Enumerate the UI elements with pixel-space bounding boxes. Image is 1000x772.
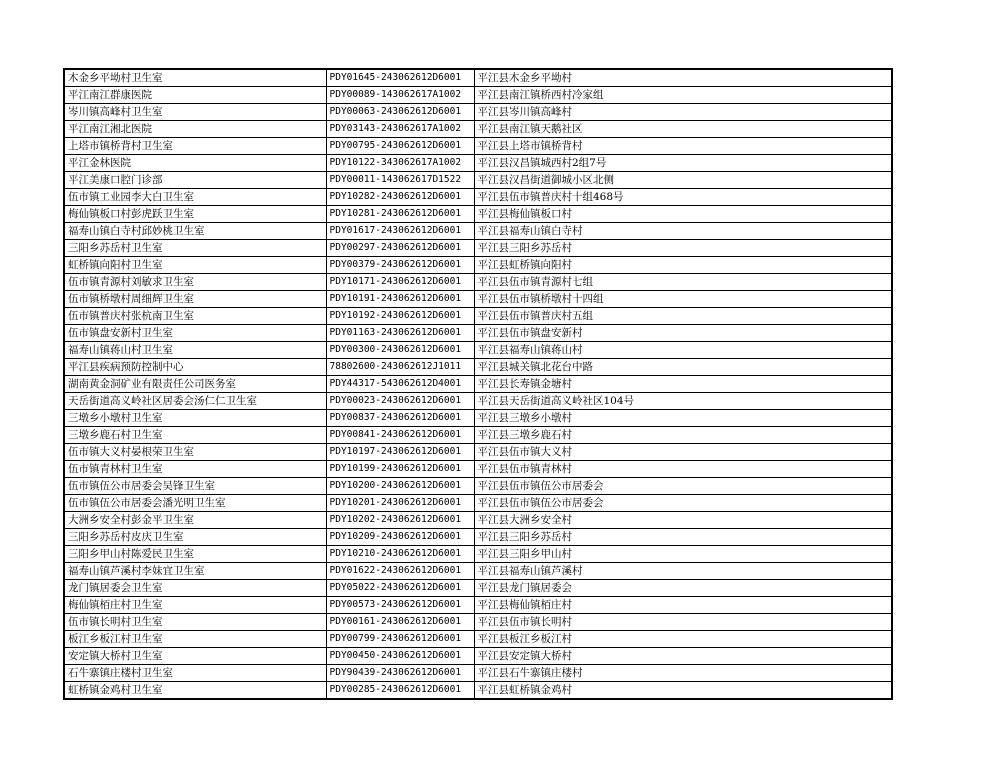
address-cell: 平江县三阳乡苏岳村	[474, 529, 892, 546]
institution-name-cell: 天岳街道高义岭社区居委会汤仁仁卫生室	[64, 393, 326, 410]
address-cell: 平江县伍市镇普庆村十组468号	[474, 189, 892, 206]
table-row	[64, 546, 892, 563]
registration-code-cell: PDY00011-143062617D1522	[326, 172, 474, 189]
address-cell: 平江县上塔市镇桥背村	[474, 138, 892, 155]
address-cell: 平江县板江乡板江村	[474, 631, 892, 648]
table-row	[64, 682, 892, 700]
registration-code-cell: PDY00089-143062617A1002	[326, 87, 474, 104]
registration-code-cell: PDY10191-243062612D6001	[326, 291, 474, 308]
address-cell: 平江县伍市镇青源村七组	[474, 274, 892, 291]
table-row	[64, 138, 892, 155]
address-cell: 平江县伍市镇伍公市居委会	[474, 495, 892, 512]
address-cell: 平江县三墩乡鹿石村	[474, 427, 892, 444]
institution-name-cell: 木金乡平坳村卫生室	[64, 69, 326, 87]
institution-table	[63, 68, 893, 700]
table-row	[64, 580, 892, 597]
address-cell: 平江县梅仙镇栢庄村	[474, 597, 892, 614]
institution-name-cell: 福寿山镇芦溪村李妹宜卫生室	[64, 563, 326, 580]
registration-code-cell: PDY00795-243062612D6001	[326, 138, 474, 155]
address-cell: 平江县伍市镇青林村	[474, 461, 892, 478]
address-cell: 平江县天岳街道高义岭社区104号	[474, 393, 892, 410]
table-row	[64, 189, 892, 206]
institution-name-cell: 虹桥镇向阳村卫生室	[64, 257, 326, 274]
address-cell: 平江县虹桥镇向阳村	[474, 257, 892, 274]
registration-code-cell: PDY10209-243062612D6001	[326, 529, 474, 546]
address-cell: 平江县城关镇北花台中路	[474, 359, 892, 376]
table-row	[64, 529, 892, 546]
institution-name-cell: 龙门镇居委会卫生室	[64, 580, 326, 597]
address-cell: 平江县石牛寨镇庄楼村	[474, 665, 892, 682]
table-row	[64, 597, 892, 614]
table-row	[64, 325, 892, 342]
institution-name-cell: 福寿山镇白寺村邱妙桃卫生室	[64, 223, 326, 240]
institution-name-cell: 大洲乡安全村彭金平卫生室	[64, 512, 326, 529]
institution-name-cell: 伍市镇大义村晏根荣卫生室	[64, 444, 326, 461]
institution-name-cell: 三墩乡小墩村卫生室	[64, 410, 326, 427]
institution-name-cell: 伍市镇工业园李大白卫生室	[64, 189, 326, 206]
institution-name-cell: 三阳乡苏岳村卫生室	[64, 240, 326, 257]
table-row	[64, 274, 892, 291]
table-row	[64, 257, 892, 274]
registration-code-cell: PDY44317-543062612D4001	[326, 376, 474, 393]
institution-name-cell: 平江南江湘北医院	[64, 121, 326, 138]
registration-code-cell: PDY10171-243062612D6001	[326, 274, 474, 291]
institution-name-cell: 平江县疾病预防控制中心	[64, 359, 326, 376]
registration-code-cell: PDY10201-243062612D6001	[326, 495, 474, 512]
table-row	[64, 223, 892, 240]
registration-code-cell: PDY00837-243062612D6001	[326, 410, 474, 427]
registration-code-cell: PDY00379-243062612D6001	[326, 257, 474, 274]
address-cell: 平江县汉昌镇城西村2组7号	[474, 155, 892, 172]
institution-name-cell: 福寿山镇蒋山村卫生室	[64, 342, 326, 359]
institution-name-cell: 平江美康口腔门诊部	[64, 172, 326, 189]
registration-code-cell: PDY01163-243062612D6001	[326, 325, 474, 342]
table-row	[64, 206, 892, 223]
institution-name-cell: 梅仙镇板口村彭虎跃卫生室	[64, 206, 326, 223]
institution-name-cell: 三墩乡鹿石村卫生室	[64, 427, 326, 444]
table-row	[64, 614, 892, 631]
address-cell: 平江县福寿山镇芦溪村	[474, 563, 892, 580]
registration-code-cell: PDY01622-243062612D6001	[326, 563, 474, 580]
registration-code-cell: PDY10281-243062612D6001	[326, 206, 474, 223]
table-row	[64, 376, 892, 393]
registration-code-cell: PDY10192-243062612D6001	[326, 308, 474, 325]
table-row	[64, 104, 892, 121]
institution-name-cell: 安定镇大桥村卫生室	[64, 648, 326, 665]
registration-code-cell: PDY00023-243062612D6001	[326, 393, 474, 410]
address-cell: 平江县龙门镇居委会	[474, 580, 892, 597]
institution-name-cell: 湖南黄金洞矿业有限责任公司医务室	[64, 376, 326, 393]
institution-name-cell: 伍市镇伍公市居委会吴锋卫生室	[64, 478, 326, 495]
institution-name-cell: 伍市镇盘安新村卫生室	[64, 325, 326, 342]
registration-code-cell: PDY10210-243062612D6001	[326, 546, 474, 563]
table-row	[64, 121, 892, 138]
table-row	[64, 87, 892, 104]
table-row	[64, 240, 892, 257]
table-row	[64, 155, 892, 172]
address-cell: 平江县汉昌街道御城小区北侧	[474, 172, 892, 189]
registration-code-cell: PDY00285-243062612D6001	[326, 682, 474, 700]
institution-name-cell: 伍市镇长明村卫生室	[64, 614, 326, 631]
address-cell: 平江县伍市镇桥墩村十四组	[474, 291, 892, 308]
registration-code-cell: PDY10200-243062612D6001	[326, 478, 474, 495]
institution-table-body	[64, 69, 892, 699]
institution-name-cell: 伍市镇青源村刘敏求卫生室	[64, 274, 326, 291]
registration-code-cell: PDY00450-243062612D6001	[326, 648, 474, 665]
address-cell: 平江县伍市镇大义村	[474, 444, 892, 461]
institution-name-cell: 板江乡板江村卫生室	[64, 631, 326, 648]
address-cell: 平江县大洲乡安全村	[474, 512, 892, 529]
address-cell: 平江县梅仙镇板口村	[474, 206, 892, 223]
address-cell: 平江县虹桥镇金鸡村	[474, 682, 892, 700]
address-cell: 平江县长寿镇金塘村	[474, 376, 892, 393]
address-cell: 平江县伍市镇普庆村五组	[474, 308, 892, 325]
table-row	[64, 648, 892, 665]
registration-code-cell: PDY00161-243062612D6001	[326, 614, 474, 631]
institution-name-cell: 平江金林医院	[64, 155, 326, 172]
registration-code-cell: PDY00297-243062612D6001	[326, 240, 474, 257]
registration-code-cell: PDY10197-243062612D6001	[326, 444, 474, 461]
registration-code-cell: PDY10122-343062617A1002	[326, 155, 474, 172]
table-row	[64, 631, 892, 648]
table-row	[64, 427, 892, 444]
address-cell: 平江县三墩乡小墩村	[474, 410, 892, 427]
registration-code-cell: PDY00799-243062612D6001	[326, 631, 474, 648]
institution-name-cell: 上塔市镇桥背村卫生室	[64, 138, 326, 155]
registration-code-cell: PDY10282-243062612D6001	[326, 189, 474, 206]
registration-code-cell: PDY00841-243062612D6001	[326, 427, 474, 444]
registration-code-cell: PDY05022-243062612D6001	[326, 580, 474, 597]
registration-code-cell: PDY00063-243062612D6001	[326, 104, 474, 121]
table-row	[64, 308, 892, 325]
registration-code-cell: PDY01645-243062612D6001	[326, 69, 474, 87]
institution-name-cell: 伍市镇普庆村张杭南卫生室	[64, 308, 326, 325]
address-cell: 平江县福寿山镇蒋山村	[474, 342, 892, 359]
registration-code-cell: PDY90439-243062612D6001	[326, 665, 474, 682]
address-cell: 平江县伍市镇盘安新村	[474, 325, 892, 342]
registration-code-cell: 78802600-243062612J1011	[326, 359, 474, 376]
address-cell: 平江县南江镇桥西村冷家组	[474, 87, 892, 104]
registration-code-cell: PDY00300-243062612D6001	[326, 342, 474, 359]
address-cell: 平江县木金乡平坳村	[474, 69, 892, 87]
institution-name-cell: 平江南江群康医院	[64, 87, 326, 104]
table-row	[64, 69, 892, 87]
registration-code-cell: PDY00573-243062612D6001	[326, 597, 474, 614]
institution-name-cell: 三阳乡甲山村陈爱民卫生室	[64, 546, 326, 563]
table-row	[64, 359, 892, 376]
registration-code-cell: PDY01617-243062612D6001	[326, 223, 474, 240]
table-row	[64, 410, 892, 427]
institution-name-cell: 岑川镇高峰村卫生室	[64, 104, 326, 121]
institution-name-cell: 伍市镇桥墩村周细辉卫生室	[64, 291, 326, 308]
registration-code-cell: PDY10202-243062612D6001	[326, 512, 474, 529]
table-row	[64, 393, 892, 410]
institution-name-cell: 三阳乡苏岳村皮庆卫生室	[64, 529, 326, 546]
address-cell: 平江县岑川镇高峰村	[474, 104, 892, 121]
table-row	[64, 342, 892, 359]
institution-name-cell: 虹桥镇金鸡村卫生室	[64, 682, 326, 700]
address-cell: 平江县伍市镇长明村	[474, 614, 892, 631]
table-row	[64, 461, 892, 478]
table-row	[64, 478, 892, 495]
table-row	[64, 495, 892, 512]
table-row	[64, 665, 892, 682]
institution-name-cell: 梅仙镇栢庄村卫生室	[64, 597, 326, 614]
address-cell: 平江县三阳乡苏岳村	[474, 240, 892, 257]
table-row	[64, 291, 892, 308]
address-cell: 平江县伍市镇伍公市居委会	[474, 478, 892, 495]
address-cell: 平江县南江镇天鹅社区	[474, 121, 892, 138]
table-row	[64, 444, 892, 461]
institution-name-cell: 伍市镇青林村卫生室	[64, 461, 326, 478]
table-row	[64, 512, 892, 529]
table-row	[64, 563, 892, 580]
institution-name-cell: 伍市镇伍公市居委会潘光明卫生室	[64, 495, 326, 512]
registration-code-cell: PDY10199-243062612D6001	[326, 461, 474, 478]
institution-name-cell: 石牛寨镇庄楼村卫生室	[64, 665, 326, 682]
address-cell: 平江县安定镇大桥村	[474, 648, 892, 665]
table-row	[64, 172, 892, 189]
address-cell: 平江县三阳乡甲山村	[474, 546, 892, 563]
address-cell: 平江县福寿山镇白寺村	[474, 223, 892, 240]
registration-code-cell: PDY03143-243062617A1002	[326, 121, 474, 138]
